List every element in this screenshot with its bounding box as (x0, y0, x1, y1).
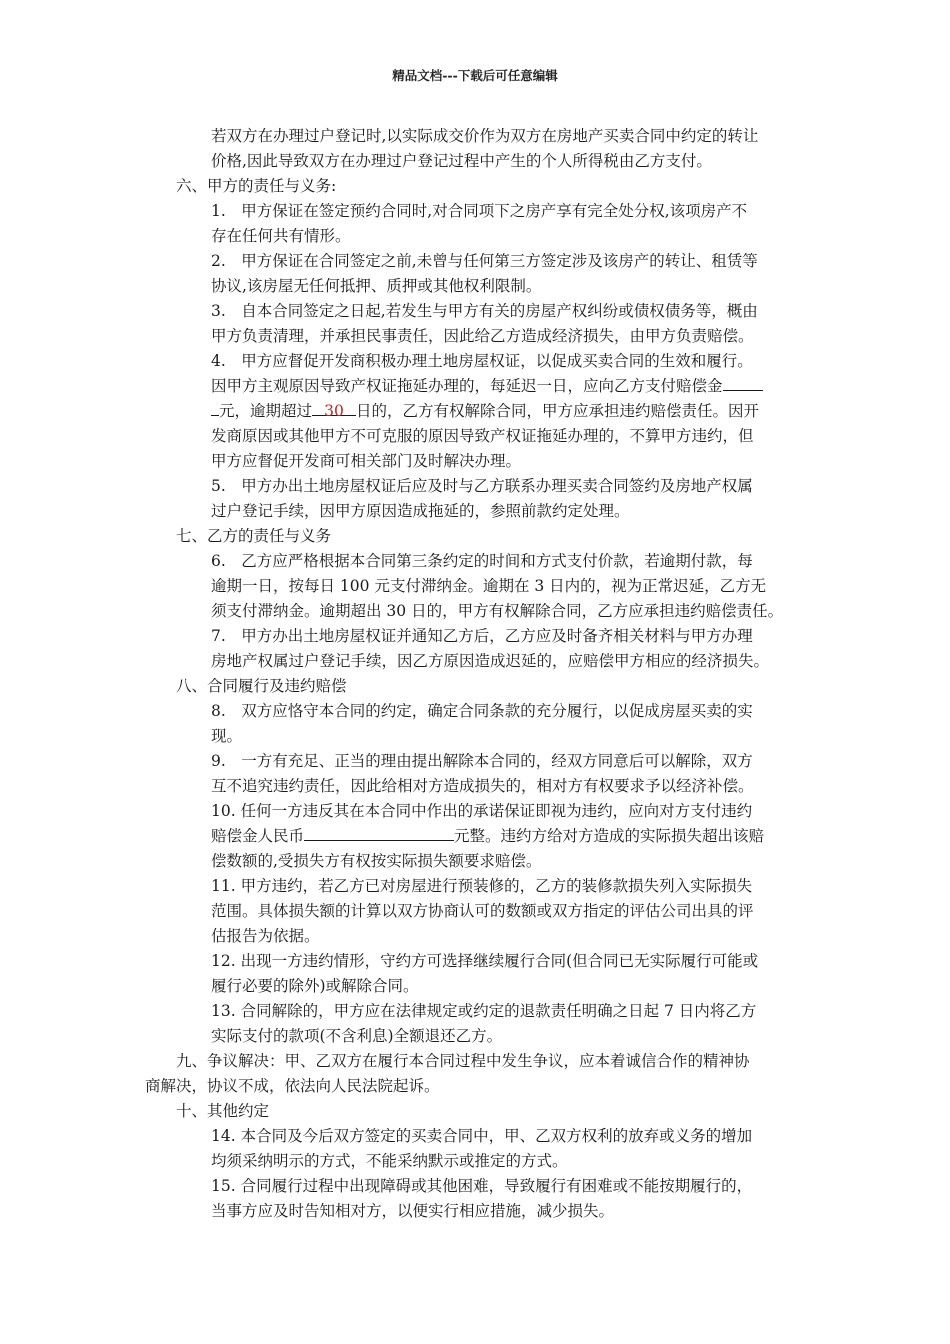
clause-11-line: 11. 甲方违约，若乙方已对房屋进行预装修的，乙方的装修款损失列入实际损失 (211, 877, 753, 895)
clause-12-line: 12. 出现一方违约情形，守约方可选择继续履行合同(但合同已无实际履行可能或 (211, 952, 759, 970)
clause-9-line: 9. 一方有充足、正当的理由提出解除本合同的，经双方同意后可以解除，双方 (211, 752, 753, 770)
clause-3-line: 甲方负责清理，并承担民事责任，因此给乙方造成经济损失，由甲方负责赔偿。 (211, 327, 754, 345)
clause-4-line (0, 399, 950, 424)
para-line: 若双方在办理过户登记时,以实际成交价作为双方在房地产买卖合同中约定的转让 (211, 127, 759, 145)
clause-10-line: 10. 任何一方违反其在本合同中作出的承诺保证即视为违约，应向对方支付违约 (211, 802, 753, 820)
compensation-blank-cont[interactable] (211, 399, 219, 416)
clause-9-line: 互不追究违约责任，因此给相对方造成损失的，相对方有权要求予以经济补偿。 (211, 777, 754, 795)
clause-3-line: 3. 自本合同签定之日起,若发生与甲方有关的房屋产权纠纷或债权债务等，概由 (211, 302, 758, 320)
clause-2-line: 协议,该房屋无任何抵押、质押或其他权利限制。 (211, 277, 542, 295)
clause-6-line: 逾期一日，按每日 100 元支付滞纳金。逾期在 3 日内的，视为正常迟延，乙方无 (211, 577, 767, 595)
clause-4-line: 甲方应督促开发商可相关部门及时解决办理。 (211, 452, 522, 470)
clause-14-line: 均须采纳明示的方式，不能采纳默示或推定的方式。 (211, 1152, 568, 1170)
clause-12-line: 履行必要的除外)或解除合同。 (211, 977, 419, 995)
clause-1-line: 存在任何共有情形。 (211, 227, 351, 245)
clause-13-line: 实际支付的款项(不含利息)全额退还乙方。 (211, 1027, 503, 1045)
overdue-days-field[interactable] (312, 399, 356, 420)
clause-8-line: 8. 双方应恪守本合同的约定，确定合同条款的充分履行，以促成房屋买卖的实 (211, 702, 753, 720)
clause-4-text: 元，逾期超过 (219, 402, 313, 420)
section-7-heading: 七、乙方的责任与义务 (176, 527, 332, 545)
contract-body (0, 124, 950, 1224)
clause-2-line: 2. 甲方保证在合同签定之前,未曾与任何第三方签定涉及该房产的转让、租赁等 (211, 252, 758, 270)
clause-10-line: 偿数额的,受损失方有权按实际损失额要求赔偿。 (211, 852, 542, 870)
penalty-amount-blank[interactable] (304, 824, 454, 841)
clause-11-line: 估报告为依据。 (211, 927, 320, 945)
clause-4-text: 日的，乙方有权解除合同，甲方应承担违约赔偿责任。因开 (356, 402, 760, 420)
clause-10-line (0, 824, 950, 849)
clause-5-line: 5. 甲方办出土地房屋权证后应及时与乙方联系办理买卖合同签约及房地产权属 (211, 477, 753, 495)
clause-8-line: 现。 (211, 727, 243, 745)
clause-14-line: 14. 本合同及今后双方签定的买卖合同中，甲、乙双方权利的放弃或义务的增加 (211, 1127, 753, 1145)
clause-15-line: 15. 合同履行过程中出现障碍或其他困难，导致履行有困难或不能按期履行的， (211, 1177, 753, 1195)
section-9-heading: 九、争议解决：甲、乙双方在履行本合同过程中发生争议，应本着诚信合作的精神协 (176, 1052, 750, 1070)
clause-4-line (0, 374, 950, 399)
clause-15-line: 当事方应及时告知相对方，以便实行相应措施，减少损失。 (211, 1202, 615, 1220)
section-8-heading: 八、合同履行及违约赔偿 (176, 677, 347, 695)
clause-13-line: 13. 合同解除的，甲方应在法律规定或约定的退款责任明确之日起 7 日内将乙方 (211, 1002, 757, 1020)
section-9-line: 商解决，协议不成，依法向人民法院起诉。 (145, 1077, 440, 1095)
clause-11-line: 范围。具体损失额的计算以双方协商认可的数额或双方指定的评估公司出具的评 (211, 902, 754, 920)
compensation-blank[interactable] (723, 374, 763, 391)
clause-1-line: 1. 甲方保证在签定预约合同时,对合同项下之房产享有完全处分权,该项房产不 (211, 202, 748, 220)
overdue-days-value: 30 (324, 402, 344, 420)
clause-4-line: 4. 甲方应督促开发商积极办理土地房屋权证，以促成买卖合同的生效和履行。 (211, 352, 753, 370)
clause-6-line: 6. 乙方应严格根据本合同第三条约定的时间和方式支付价款，若逾期付款，每 (211, 552, 753, 570)
para-line: 价格,因此导致双方在办理过户登记过程中产生的个人所得税由乙方支付。 (211, 152, 712, 170)
clause-7-line: 房地产权属过户登记手续，因乙方原因造成迟延的，应赔偿甲方相应的经济损失。 (211, 652, 770, 670)
clause-6-line: 须支付滞纳金。逾期超出 30 日的，甲方有权解除合同，乙方应承担违约赔偿责任。 (211, 602, 784, 620)
section-10-heading: 十、其他约定 (176, 1102, 270, 1120)
clause-10-text: 赔偿金人民币 (211, 827, 305, 845)
clause-7-line: 7. 甲方办出土地房屋权证并通知乙方后，乙方应及时备齐相关材料与甲方办理 (211, 627, 753, 645)
clause-4-text: 因甲方主观原因导致产权证拖延办理的，每延迟一日，应向乙方支付赔偿金 (211, 377, 723, 395)
clause-5-line: 过户登记手续，因甲方原因造成拖延的，参照前款约定处理。 (211, 502, 630, 520)
clause-10-text: 元整。违约方给对方造成的实际损失超出该赔 (454, 827, 765, 845)
section-6-heading: 六、甲方的责任与义务: (176, 177, 337, 195)
clause-4-line: 发商原因或其他甲方不可克服的原因导致产权证拖延办理的，不算甲方违约，但 (211, 427, 754, 445)
page-header: 精品文档---下载后可任意编辑 (392, 68, 558, 83)
